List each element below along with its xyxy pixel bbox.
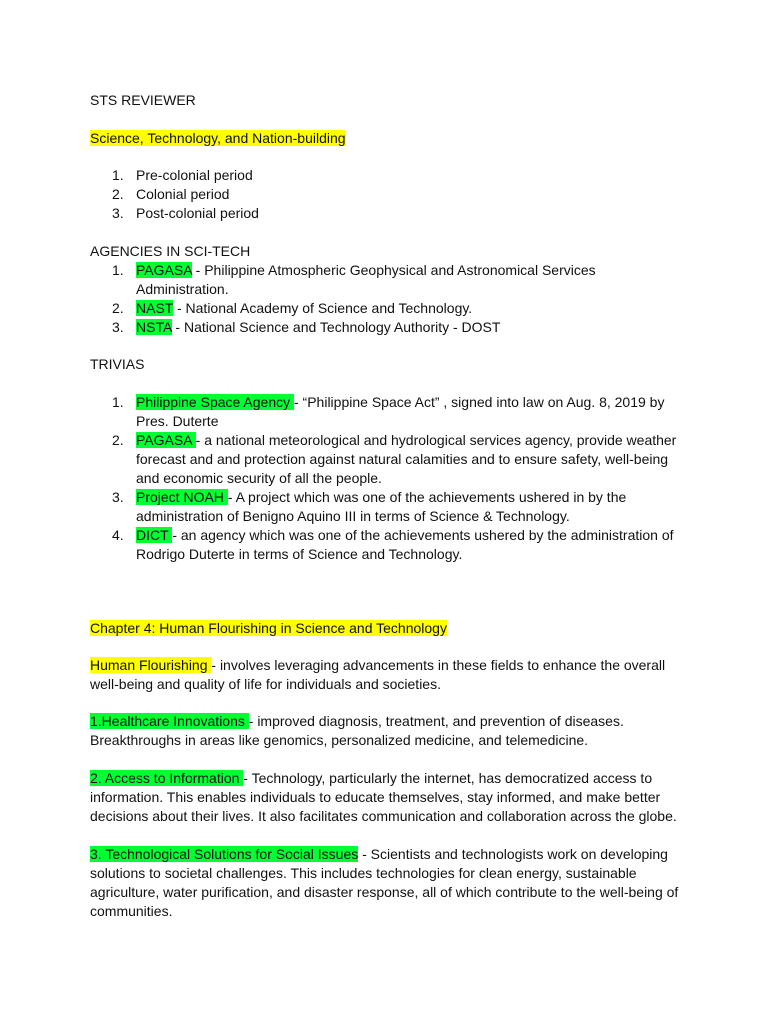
- list-item: 4. DICT - an agency which was one of the achievements ushered by the administration of Rodrigo Duterte in terms of Science and Technology.: [112, 527, 674, 562]
- agencies-section: [90, 242, 680, 337]
- human-flourishing-paragraph: Human Flourishing - involves leveraging advancements in these fields to enhance the overall well-being and quality of life for individuals and societies.: [90, 657, 666, 692]
- list-item: 3. NSTA - National Science and Technology Authority - DOST: [112, 319, 501, 335]
- section1-heading-text: Science, Technology, and Nation-building: [90, 130, 346, 146]
- list-item: 1. Pre-colonial period: [112, 167, 253, 183]
- trivias-list: [90, 393, 680, 564]
- list-item: 3. Post-colonial period: [112, 205, 259, 221]
- access-paragraph: 2. Access to Information - Technology, particularly the internet, has democratized access to information. This enables individuals to educate themselves, stay informed, and make better decisions about their lives. It also facilitates communication and collaboration across the globe.: [90, 770, 677, 824]
- solutions-paragraph: 3. Technological Solutions for Social Issues - Scientists and technologists work on developing solutions to societal challenges. This includes technologies for clean energy, sustainable agriculture, water purification, and disaster response, all of which contribute to the well-being of communities.: [90, 846, 679, 919]
- list-item: 2. PAGASA - a national meteorological and hydrological services agency, provide weather forecast and and protection against natural calamities and to ensure safety, well-being and economic security of all the people.: [112, 432, 677, 486]
- chapter4-heading: Chapter 4: Human Flourishing in Science and Technology: [90, 620, 447, 636]
- list-item: 1. Philippine Space Agency - “Philippine Space Act” , signed into law on Aug. 8, 2019 by Pres. Duterte: [112, 394, 665, 429]
- list-item: 2. NAST - National Academy of Science and Technology.: [112, 300, 473, 316]
- list-item: 1. PAGASA - Philippine Atmospheric Geophysical and Astronomical Services Administration.: [112, 262, 596, 297]
- list-item: 2. Colonial period: [112, 186, 230, 202]
- healthcare-paragraph: 1.Healthcare Innovations - improved diagnosis, treatment, and prevention of diseases. Breakthroughs in areas like genomics, personalized medicine, and telemedicine.: [90, 713, 624, 748]
- section1-list: [90, 166, 680, 223]
- list-item: 3. Project NOAH - A project which was one of the achievements ushered in by the administration of Benigno Aquino III in terms of Science & Technology.: [112, 489, 627, 524]
- section1-heading: [90, 129, 680, 148]
- doc-title: [90, 91, 680, 110]
- doc-title-text: STS REVIEWER: [90, 92, 196, 108]
- trivias-heading: TRIVIAS: [90, 356, 145, 372]
- agencies-heading: AGENCIES IN SCI-TECH: [90, 243, 251, 259]
